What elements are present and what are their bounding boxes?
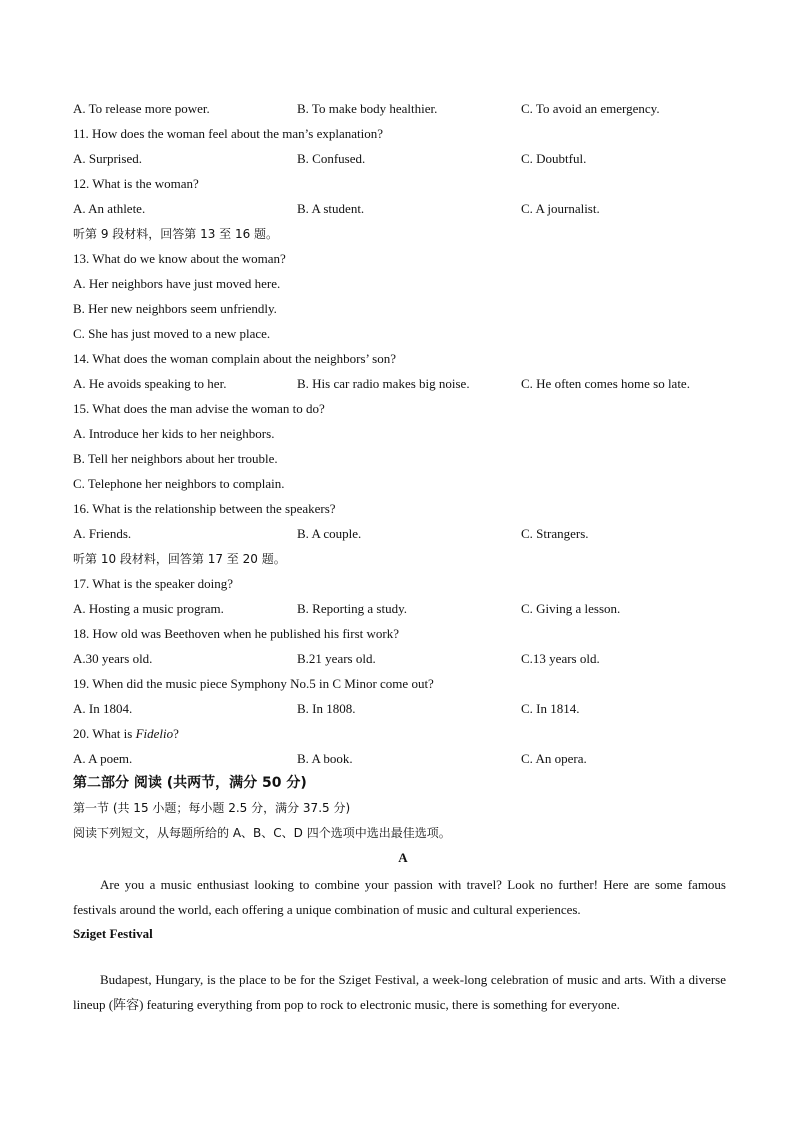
q20-option-b: B. A book. [297,751,353,766]
q12-option-c: C. A journalist. [521,201,600,216]
q10-option-c: C. To avoid an emergency. [521,101,660,116]
q11-option-b: B. Confused. [297,151,366,166]
q17-option-c: C. Giving a lesson. [521,601,621,616]
q16-options [73,524,733,544]
q20-question-suffix: ? [173,726,179,741]
q14-question: 14. What does the woman complain about the neighbors’ son? [73,351,397,366]
q20-option-c: C. An opera. [521,751,587,766]
q19-option-b: B. In 1808. [297,701,356,716]
passage-label: A [398,850,408,865]
q20-option-a: A. A poem. [73,751,133,766]
q15-option-c: C. Telephone her neighbors to complain. [73,476,285,491]
q20-question-title: Fidelio [135,726,174,741]
q18-options [73,649,733,669]
q17-option-a: A. Hosting a music program. [73,601,224,616]
q18-option-b: B.21 years old. [297,651,376,666]
q14-option-a: A. He avoids speaking to her. [73,376,227,391]
q15-option-a: A. Introduce her kids to her neighbors. [73,426,275,441]
q20-options [73,749,733,769]
part2-section1: 第一节 (共 15 小题；每小题 2.5 分，满分 37.5 分) [73,801,351,815]
q11-question: 11. How does the woman feel about the man’s explanation? [73,126,383,141]
q18-option-c: C.13 years old. [521,651,600,666]
part2-title: 第二部分 阅读 (共两节，满分 50 分) [73,775,307,791]
q10-option-a: A. To release more power. [73,101,210,116]
q13-question: 13. What do we know about the woman? [73,251,286,266]
q13-option-a: A. Her neighbors have just moved here. [73,276,281,291]
q12-question: 12. What is the woman? [73,176,199,191]
q12-options [73,199,733,219]
q11-options [73,149,733,169]
passage-heading: Sziget Festival [73,926,153,941]
q19-option-c: C. In 1814. [521,701,580,716]
passage-intro: Are you a music enthusiast looking to combine your passion with travel? Look no further! Here are some famous festivals around the world, each offering a unique combination of music and cultural experiences. [73,877,726,917]
q11-option-a: A. Surprised. [73,151,142,166]
q14-option-c: C. He often comes home so late. [521,376,690,391]
passage-paragraph-1: Budapest, Hungary, is the place to be for the Sziget Festival, a week-long celebration of music and arts. With a diverse lineup (阵容) featuring everything from pop to rock to electronic music, there is something for everyone. [73,972,726,1012]
q17-option-b: B. Reporting a study. [297,601,408,616]
q15-question: 15. What does the man advise the woman to do? [73,401,325,416]
q17-question: 17. What is the speaker doing? [73,576,234,591]
q17-options [73,599,733,619]
q10-option-b: B. To make body healthier. [297,101,438,116]
q15-option-b: B. Tell her neighbors about her trouble. [73,451,278,466]
q16-question: 16. What is the relationship between the speakers? [73,501,336,516]
q16-option-a: A. Friends. [73,526,132,541]
q10-options [73,99,733,119]
q12-option-a: A. An athlete. [73,201,146,216]
part2-instruction: 阅读下列短文，从每题所给的 A、B、C、D 四个选项中选出最佳选项。 [73,826,451,840]
q19-option-a: A. In 1804. [73,701,133,716]
q12-option-b: B. A student. [297,201,365,216]
q19-options [73,699,733,719]
q16-option-b: B. A couple. [297,526,362,541]
material-9-instruction: 听第 9 段材料，回答第 13 至 16 题。 [73,227,279,241]
q13-option-b: B. Her new neighbors seem unfriendly. [73,301,277,316]
q16-option-c: C. Strangers. [521,526,589,541]
q20-question [73,724,733,744]
q14-options [73,374,733,394]
material-10-instruction: 听第 10 段材料，回答第 17 至 20 题。 [73,552,286,566]
q18-question: 18. How old was Beethoven when he published his first work? [73,626,400,641]
q19-question: 19. When did the music piece Symphony No.5 in C Minor come out? [73,676,434,691]
q18-option-a: A.30 years old. [73,651,153,666]
q14-option-b: B. His car radio makes big noise. [297,376,470,391]
q13-option-c: C. She has just moved to a new place. [73,326,271,341]
q11-option-c: C. Doubtful. [521,151,587,166]
q20-question-prefix: 20. What is [73,726,136,741]
